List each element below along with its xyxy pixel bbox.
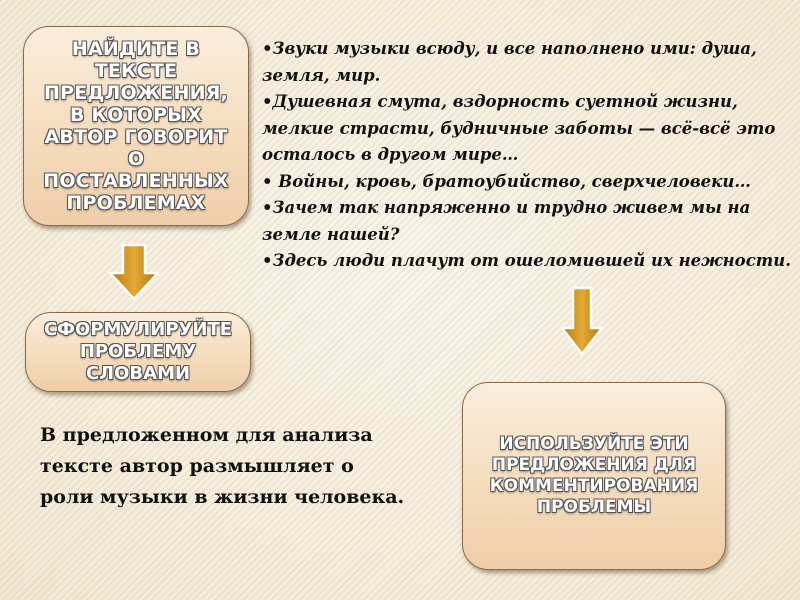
quote-item: • Звуки музыки всюду, и все наполнено ими: душа, земля, мир. bbox=[262, 36, 792, 89]
formulate-problem-box bbox=[25, 312, 251, 392]
quote-item: • Душевная смута, вздорность суетной жизни, мелкие страсти, будничные заботы — всё-всё это осталось в другом мире… bbox=[262, 89, 792, 169]
quote-item: • Здесь люди плачут от ошеломившей их нежности. bbox=[262, 248, 792, 275]
down-arrow-icon bbox=[560, 286, 604, 356]
find-sentences-title: НАЙДИТЕ В ТЕКСТЕ ПРЕДЛОЖЕНИЯ, В КОТОРЫХ АВТОР ГОВОРИТ О ПОСТАВЛЕННЫХ ПРОБЛЕМАХ bbox=[43, 38, 229, 214]
quotes-list bbox=[262, 36, 792, 275]
quote-item: • Зачем так напряженно и трудно живем мы на земле нашей? bbox=[262, 195, 792, 248]
use-sentences-title: ИСПОЛЬЗУЙТЕ ЭТИ ПРЕДЛОЖЕНИЯ ДЛЯ КОММЕНТИРОВАНИЯ ПРОБЛЕМЫ bbox=[489, 434, 699, 517]
quote-item: • Войны, кровь, братоубийство, сверхчеловеки… bbox=[262, 169, 792, 196]
formulate-problem-title: СФОРМУЛИРУЙТЕ ПРОБЛЕМУ СЛОВАМИ bbox=[43, 319, 233, 384]
find-sentences-box bbox=[23, 26, 249, 226]
use-sentences-box bbox=[462, 382, 726, 570]
answer-text: В предложенном для анализа тексте автор размышляет о роли музыки в жизни человека. bbox=[40, 424, 405, 508]
down-arrow-icon bbox=[108, 243, 160, 301]
